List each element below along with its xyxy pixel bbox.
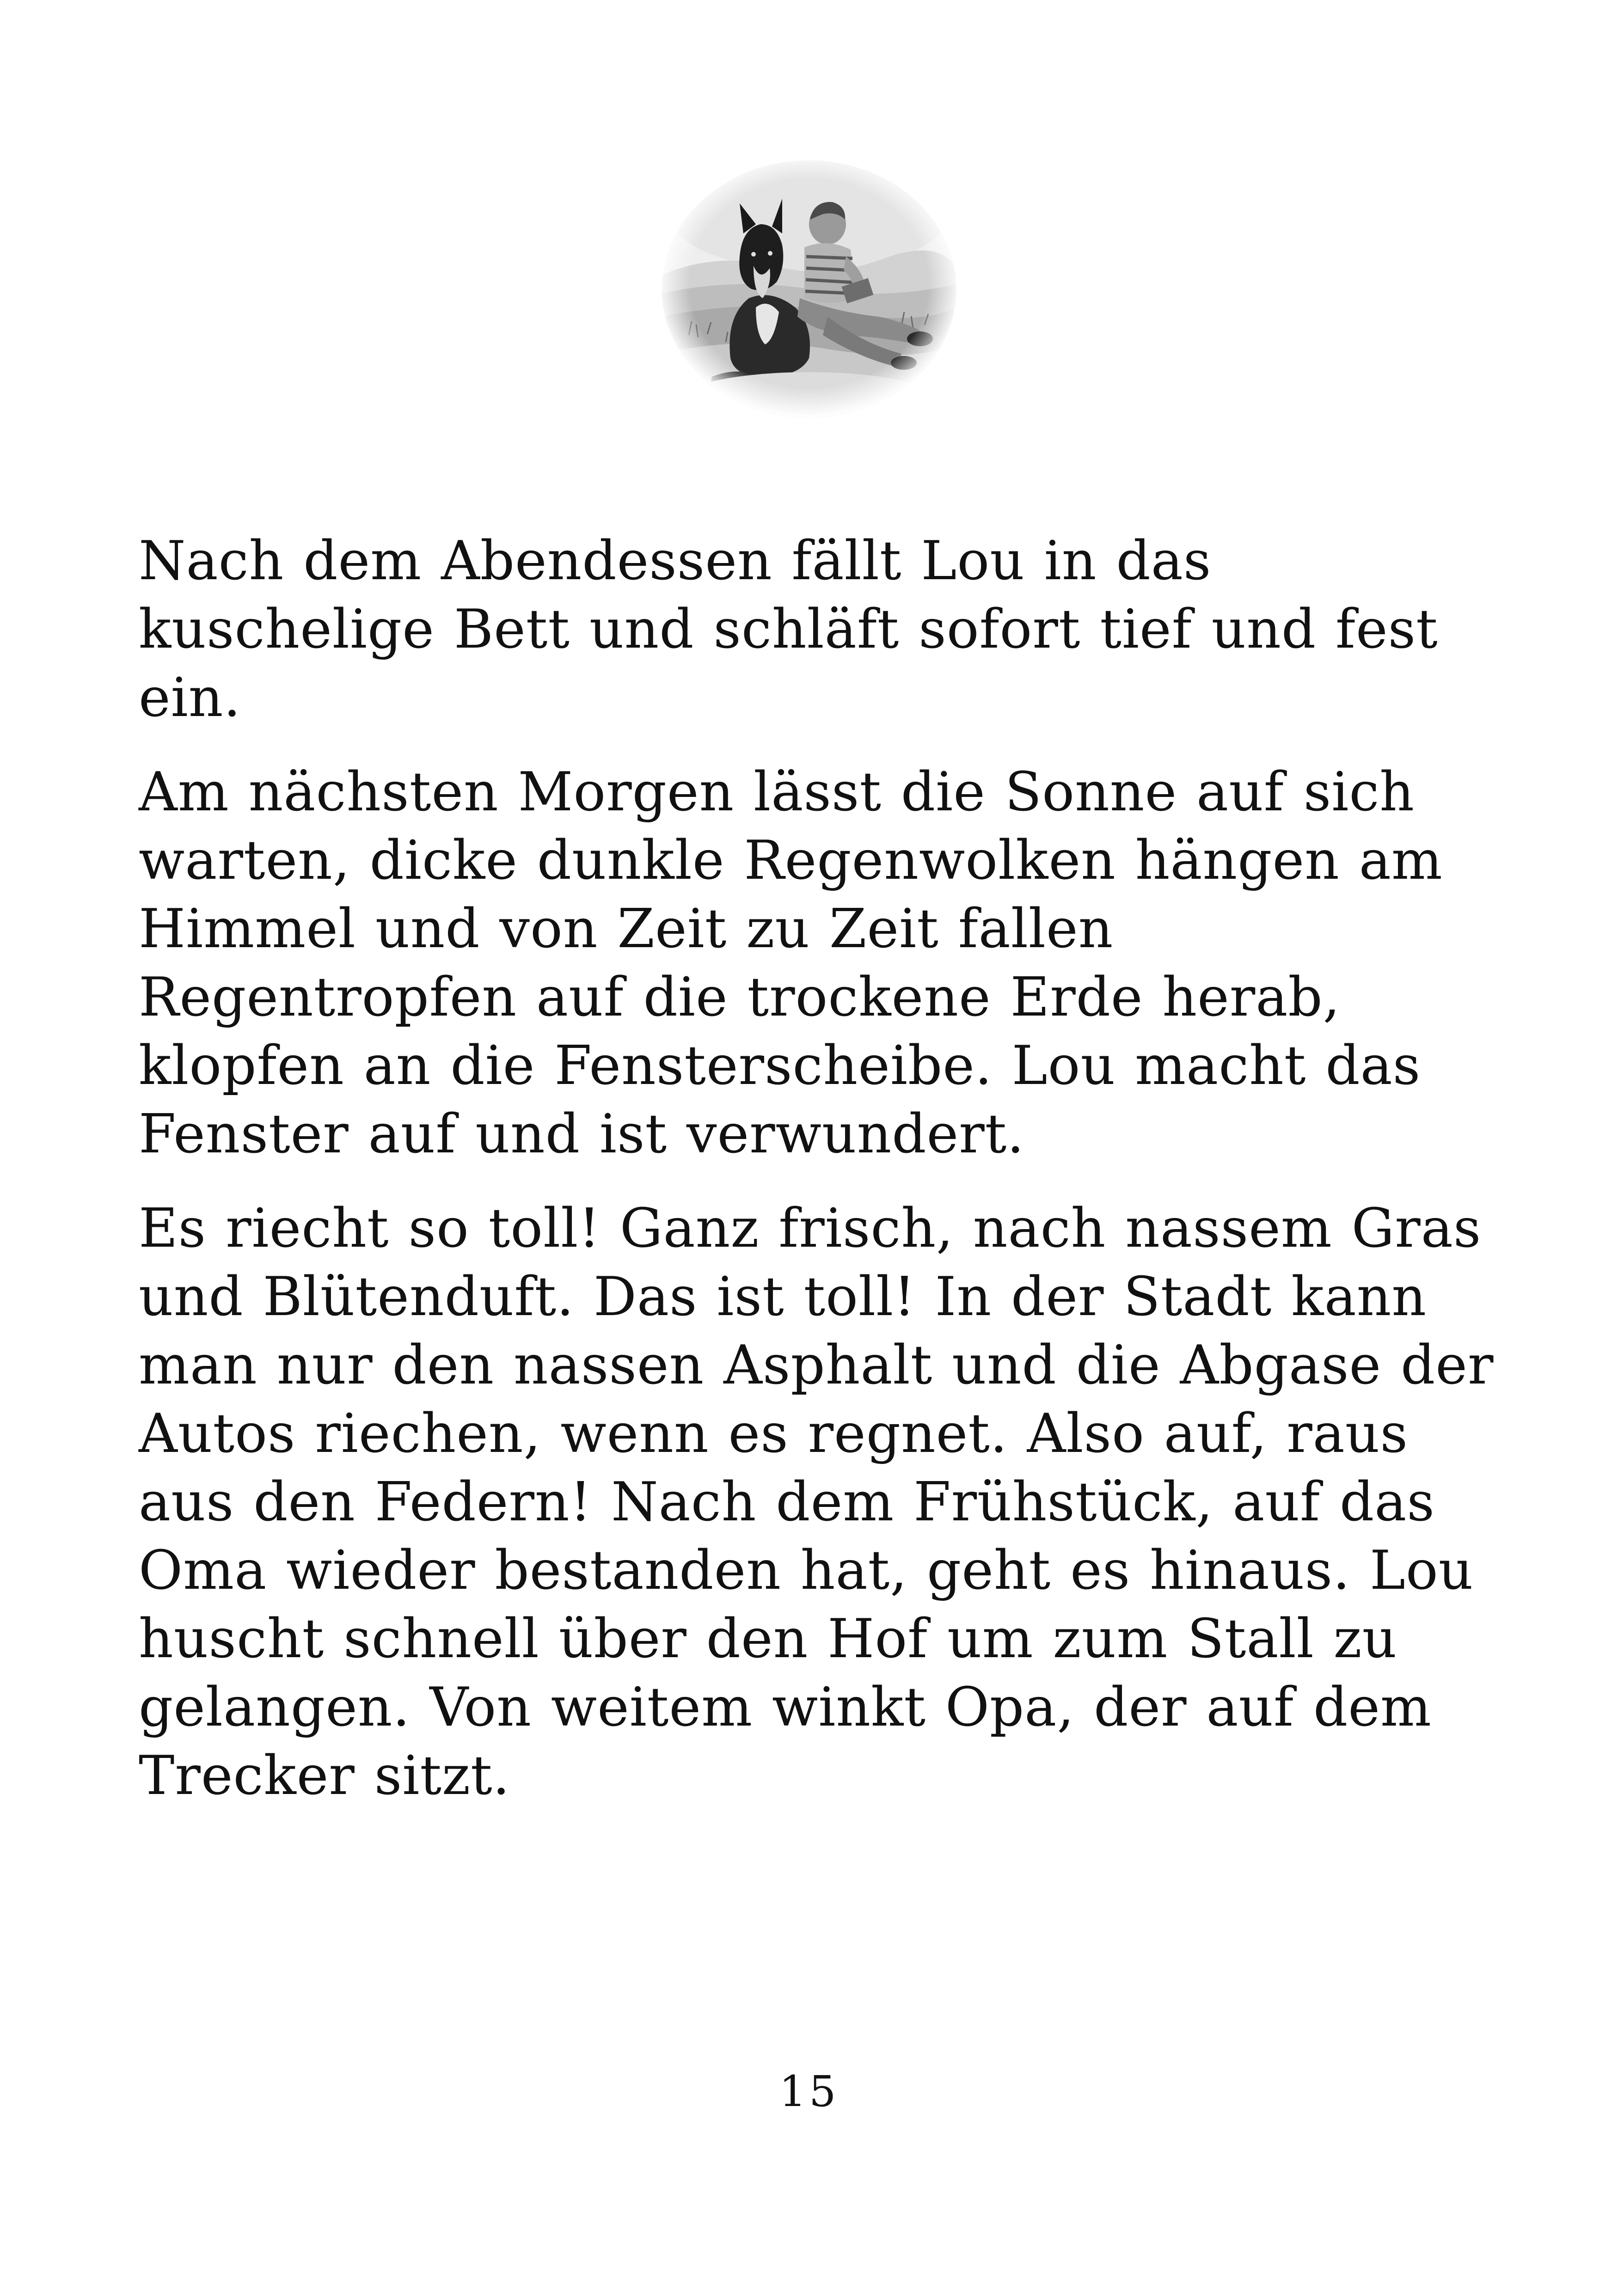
paragraph-2: Am nächsten Morgen lässt die Sonne auf sich warten, dicke dunkle Regenwolken hängen am Himmel und von Zeit zu Zeit fallen Regentropfen auf die trockene Erde herab, klopfen an die Fensterscheibe. Lou macht das Fenster auf und ist verwundert.	[139, 761, 1443, 1165]
story-text	[139, 527, 1507, 1836]
illustration-drawing	[661, 159, 957, 418]
paragraph-3: Es riecht so toll! Ganz frisch, nach nassem Gras und Blütenduft. Das ist toll! In der Stadt kann man nur den nassen Asphalt und die Abgase der Autos riechen, wenn es regnet. Also auf, raus aus den Federn! Nach dem Frühstück, auf das Oma wieder bestanden hat, geht es hinaus. Lou huscht schnell über den Hof um zum Stall zu gelangen. Von weitem winkt Opa, der auf dem Trecker sitzt.	[139, 1197, 1494, 1807]
paragraph-1: Nach dem Abendessen fällt Lou in das kuschelige Bett und schläft sofort tief und fest ein.	[139, 530, 1438, 729]
page-number: 15	[779, 2067, 839, 2116]
boy-and-dog-illustration	[661, 159, 957, 418]
